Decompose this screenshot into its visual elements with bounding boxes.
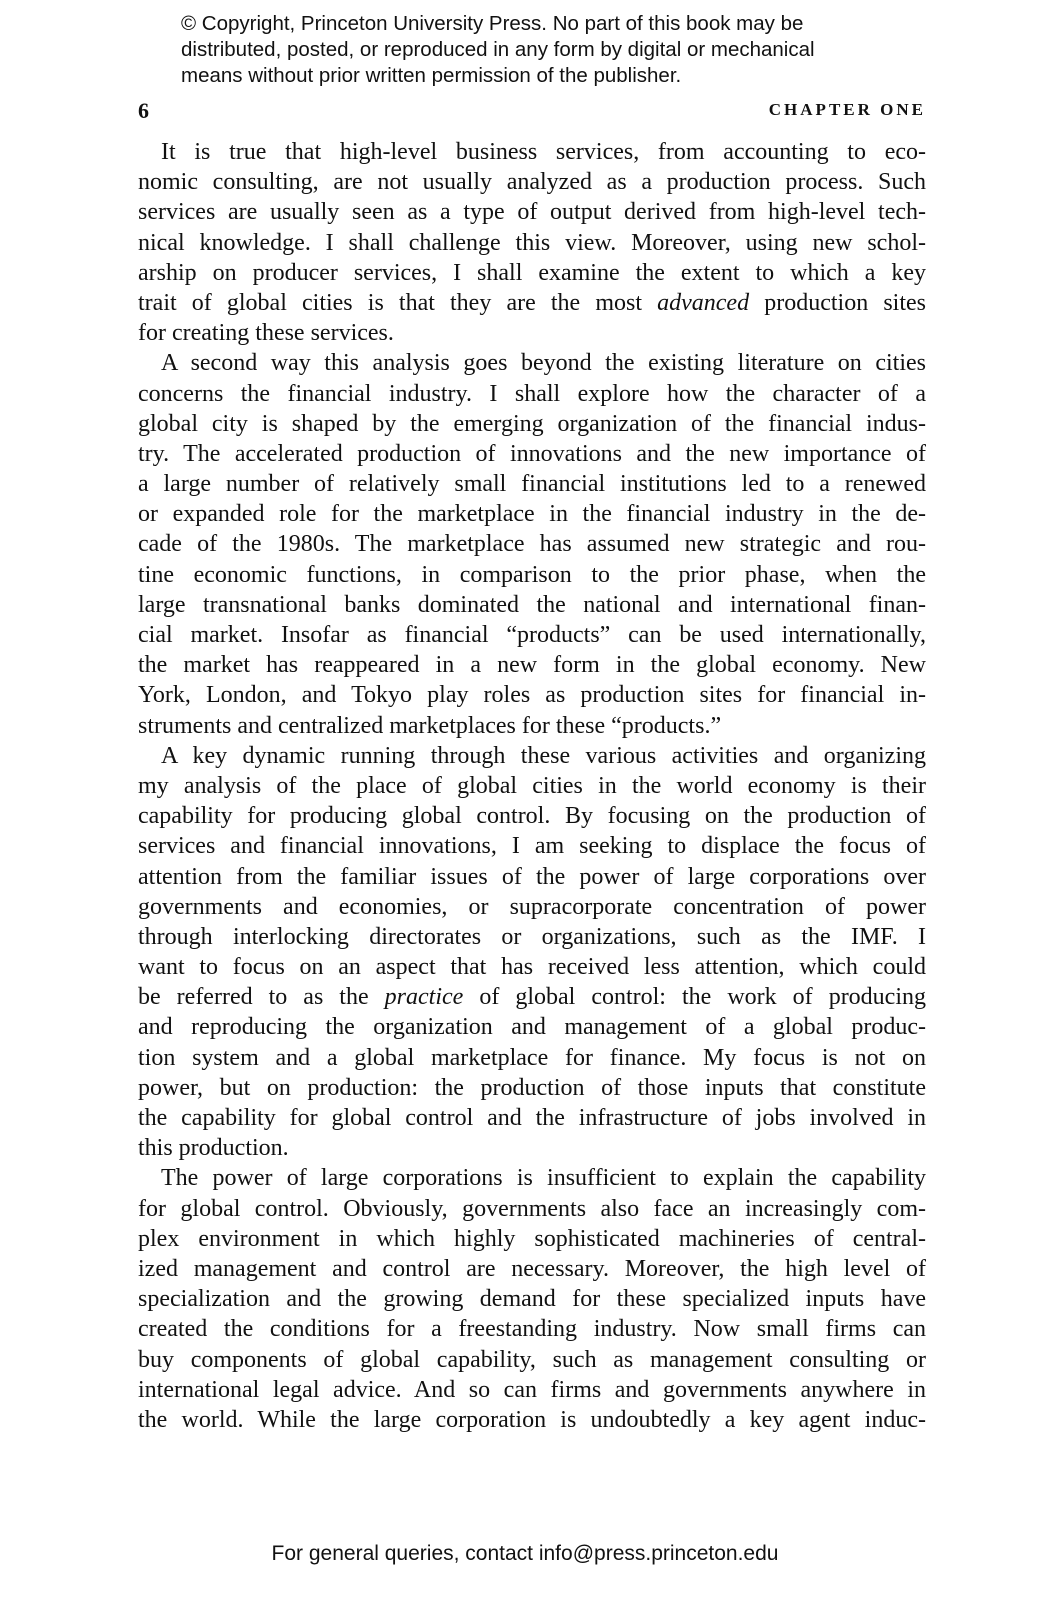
text-line: large transnational banks dominated the national and international finan- [138, 591, 926, 618]
text-line: It is true that high-level business services, from accounting to eco- [161, 139, 926, 165]
text-line: A key dynamic running through these various activities and organizing [161, 742, 926, 769]
text-line: governments and economies, or supracorporate concentration of power [138, 893, 926, 920]
paragraph [138, 137, 926, 348]
text-line: the capability for global control and the infrastructure of jobs involved in [138, 1105, 926, 1131]
paragraph [138, 1163, 926, 1435]
text-line: for creating these services. [138, 320, 394, 347]
text-line: buy components of global capability, such as management consulting or [138, 1346, 926, 1373]
paragraph [138, 741, 926, 1164]
text-segment: of global control: the work of producing [463, 984, 927, 1011]
text-line: nomic consulting, are not usually analyzed as a production process. Such [138, 169, 926, 196]
copyright-notice [181, 11, 901, 89]
text-line: struments and centralized marketplaces for these “products.” [138, 712, 722, 739]
text-line: created the conditions for a freestanding industry. Now small firms can [138, 1316, 926, 1343]
text-line: attention from the familiar issues of the power of large corporations over [138, 863, 926, 890]
emphasis-text: practice [384, 984, 464, 1011]
text-segment: trait of global cities is that they are the most [138, 289, 658, 316]
text-line: power, but on production: the production of those inputs that constitute [138, 1074, 926, 1101]
body-text [138, 137, 926, 1435]
paragraph [138, 348, 926, 740]
text-line: international legal advice. And so can firms and governments anywhere in [138, 1376, 926, 1403]
text-line: specialization and the growing demand for these specialized inputs have [138, 1286, 926, 1313]
text-line: tine economic functions, in comparison to the prior phase, when the [138, 561, 926, 588]
text-line: for global control. Obviously, governments also face an increasingly com- [138, 1195, 926, 1222]
text-line: plex environment in which highly sophisticated machineries of central- [138, 1225, 926, 1252]
text-line: and reproducing the organization and management of a global produc- [138, 1014, 926, 1041]
text-line: capability for producing global control. By focusing on the production of [138, 803, 926, 830]
text-line: tion system and a global marketplace for finance. My focus is not on [138, 1044, 926, 1071]
text-line: concerns the financial industry. I shall explore how the character of a [138, 380, 926, 407]
text-line: cade of the 1980s. The marketplace has assumed new strategic and rou- [138, 531, 926, 558]
running-head [138, 98, 926, 124]
text-line: York, London, and Tokyo play roles as production sites for financial in- [138, 682, 926, 709]
text-segment: production sites [749, 289, 926, 316]
text-line: through interlocking directorates or organizations, such as the IMF. I [138, 923, 926, 950]
copyright-line: © Copyright, Princeton University Press. No part of this book may be [181, 12, 804, 35]
text-line: want to focus on an aspect that has received less attention, which could [138, 954, 926, 981]
text-line [138, 288, 926, 318]
footer-contact: For general queries, contact info@press.princeton.edu [271, 1542, 779, 1565]
text-line: global city is shaped by the emerging organization of the financial indus- [138, 410, 926, 437]
text-line: services and financial innovations, I am seeking to displace the focus of [138, 833, 926, 860]
text-line: try. The accelerated production of innovations and the new importance of [138, 440, 926, 467]
text-line: the world. While the large corporation is undoubtedly a key agent induc- [138, 1406, 926, 1433]
text-line [138, 982, 926, 1012]
text-line: the market has reappeared in a new form in the global economy. New [138, 652, 926, 679]
text-line: A second way this analysis goes beyond the existing literature on cities [161, 350, 926, 377]
text-line: arship on producer services, I shall examine the extent to which a key [138, 259, 926, 286]
text-line: cial market. Insofar as financial “products” can be used internationally, [138, 622, 926, 648]
text-segment: be referred to as the [138, 984, 385, 1011]
copyright-line: distributed, posted, or reproduced in any form by digital or mechanical [181, 38, 815, 61]
page-number: 6 [138, 98, 149, 123]
text-line: nical knowledge. I shall challenge this view. Moreover, using new schol- [138, 229, 926, 256]
text-line: my analysis of the place of global cities in the world economy is their [138, 772, 926, 799]
text-line: a large number of relatively small financial institutions led to a renewed [138, 471, 926, 498]
text-line: services are usually seen as a type of output derived from high-level tech- [138, 199, 926, 226]
emphasis-text: advanced [657, 289, 750, 316]
text-line: The power of large corporations is insufficient to explain the capability [161, 1165, 926, 1192]
copyright-line: means without prior written permission of the publisher. [181, 64, 682, 87]
text-line: this production. [138, 1135, 289, 1162]
text-line: ized management and control are necessary. Moreover, the high level of [138, 1255, 926, 1282]
text-line: or expanded role for the marketplace in the financial industry in the de- [138, 501, 926, 528]
chapter-label: CHAPTER ONE [768, 100, 926, 119]
